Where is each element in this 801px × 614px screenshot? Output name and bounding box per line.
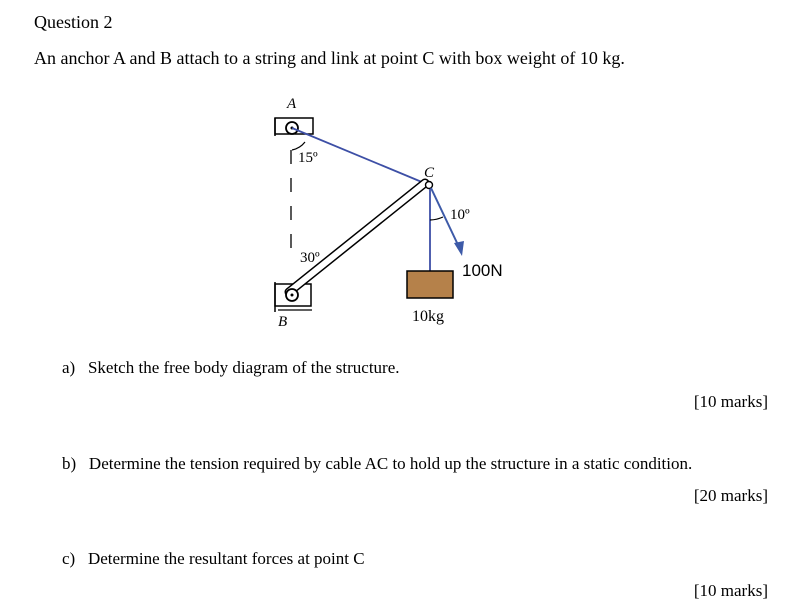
part-a-text: a) Sketch the free body diagram of the structure.: [62, 358, 400, 377]
force-arrowhead: [454, 241, 464, 256]
part-b-marks: [20 marks]: [693, 486, 768, 505]
part-c-marks: [10 marks]: [693, 581, 768, 600]
part-a-marks: [10 marks]: [693, 392, 768, 411]
label-force: 100N: [462, 261, 503, 280]
arc-angle-top: [292, 142, 305, 150]
part-b-text: b) Determine the tension required by cable AC to hold up the structure in a static condition.: [62, 454, 693, 473]
weight-box: [407, 271, 453, 298]
label-point-c: C: [424, 165, 435, 181]
pin-c: [426, 182, 433, 189]
question-intro: An anchor A and B attach to a string and link at point C with box weight of 10 kg.: [34, 48, 625, 68]
label-mass: 10kg: [412, 308, 444, 325]
label-angle-bottom: 30º: [300, 250, 320, 266]
question-title: Question 2: [34, 12, 113, 32]
link-bc: [289, 183, 425, 292]
label-angle-force: 10º: [450, 207, 470, 223]
label-point-a: A: [287, 96, 297, 112]
part-c-text: c) Determine the resultant forces at point C: [62, 549, 365, 568]
label-angle-top: 15º: [298, 150, 318, 166]
label-point-b: B: [278, 314, 288, 330]
arc-angle-force: [430, 217, 443, 220]
anchor-a-support: [275, 118, 313, 136]
